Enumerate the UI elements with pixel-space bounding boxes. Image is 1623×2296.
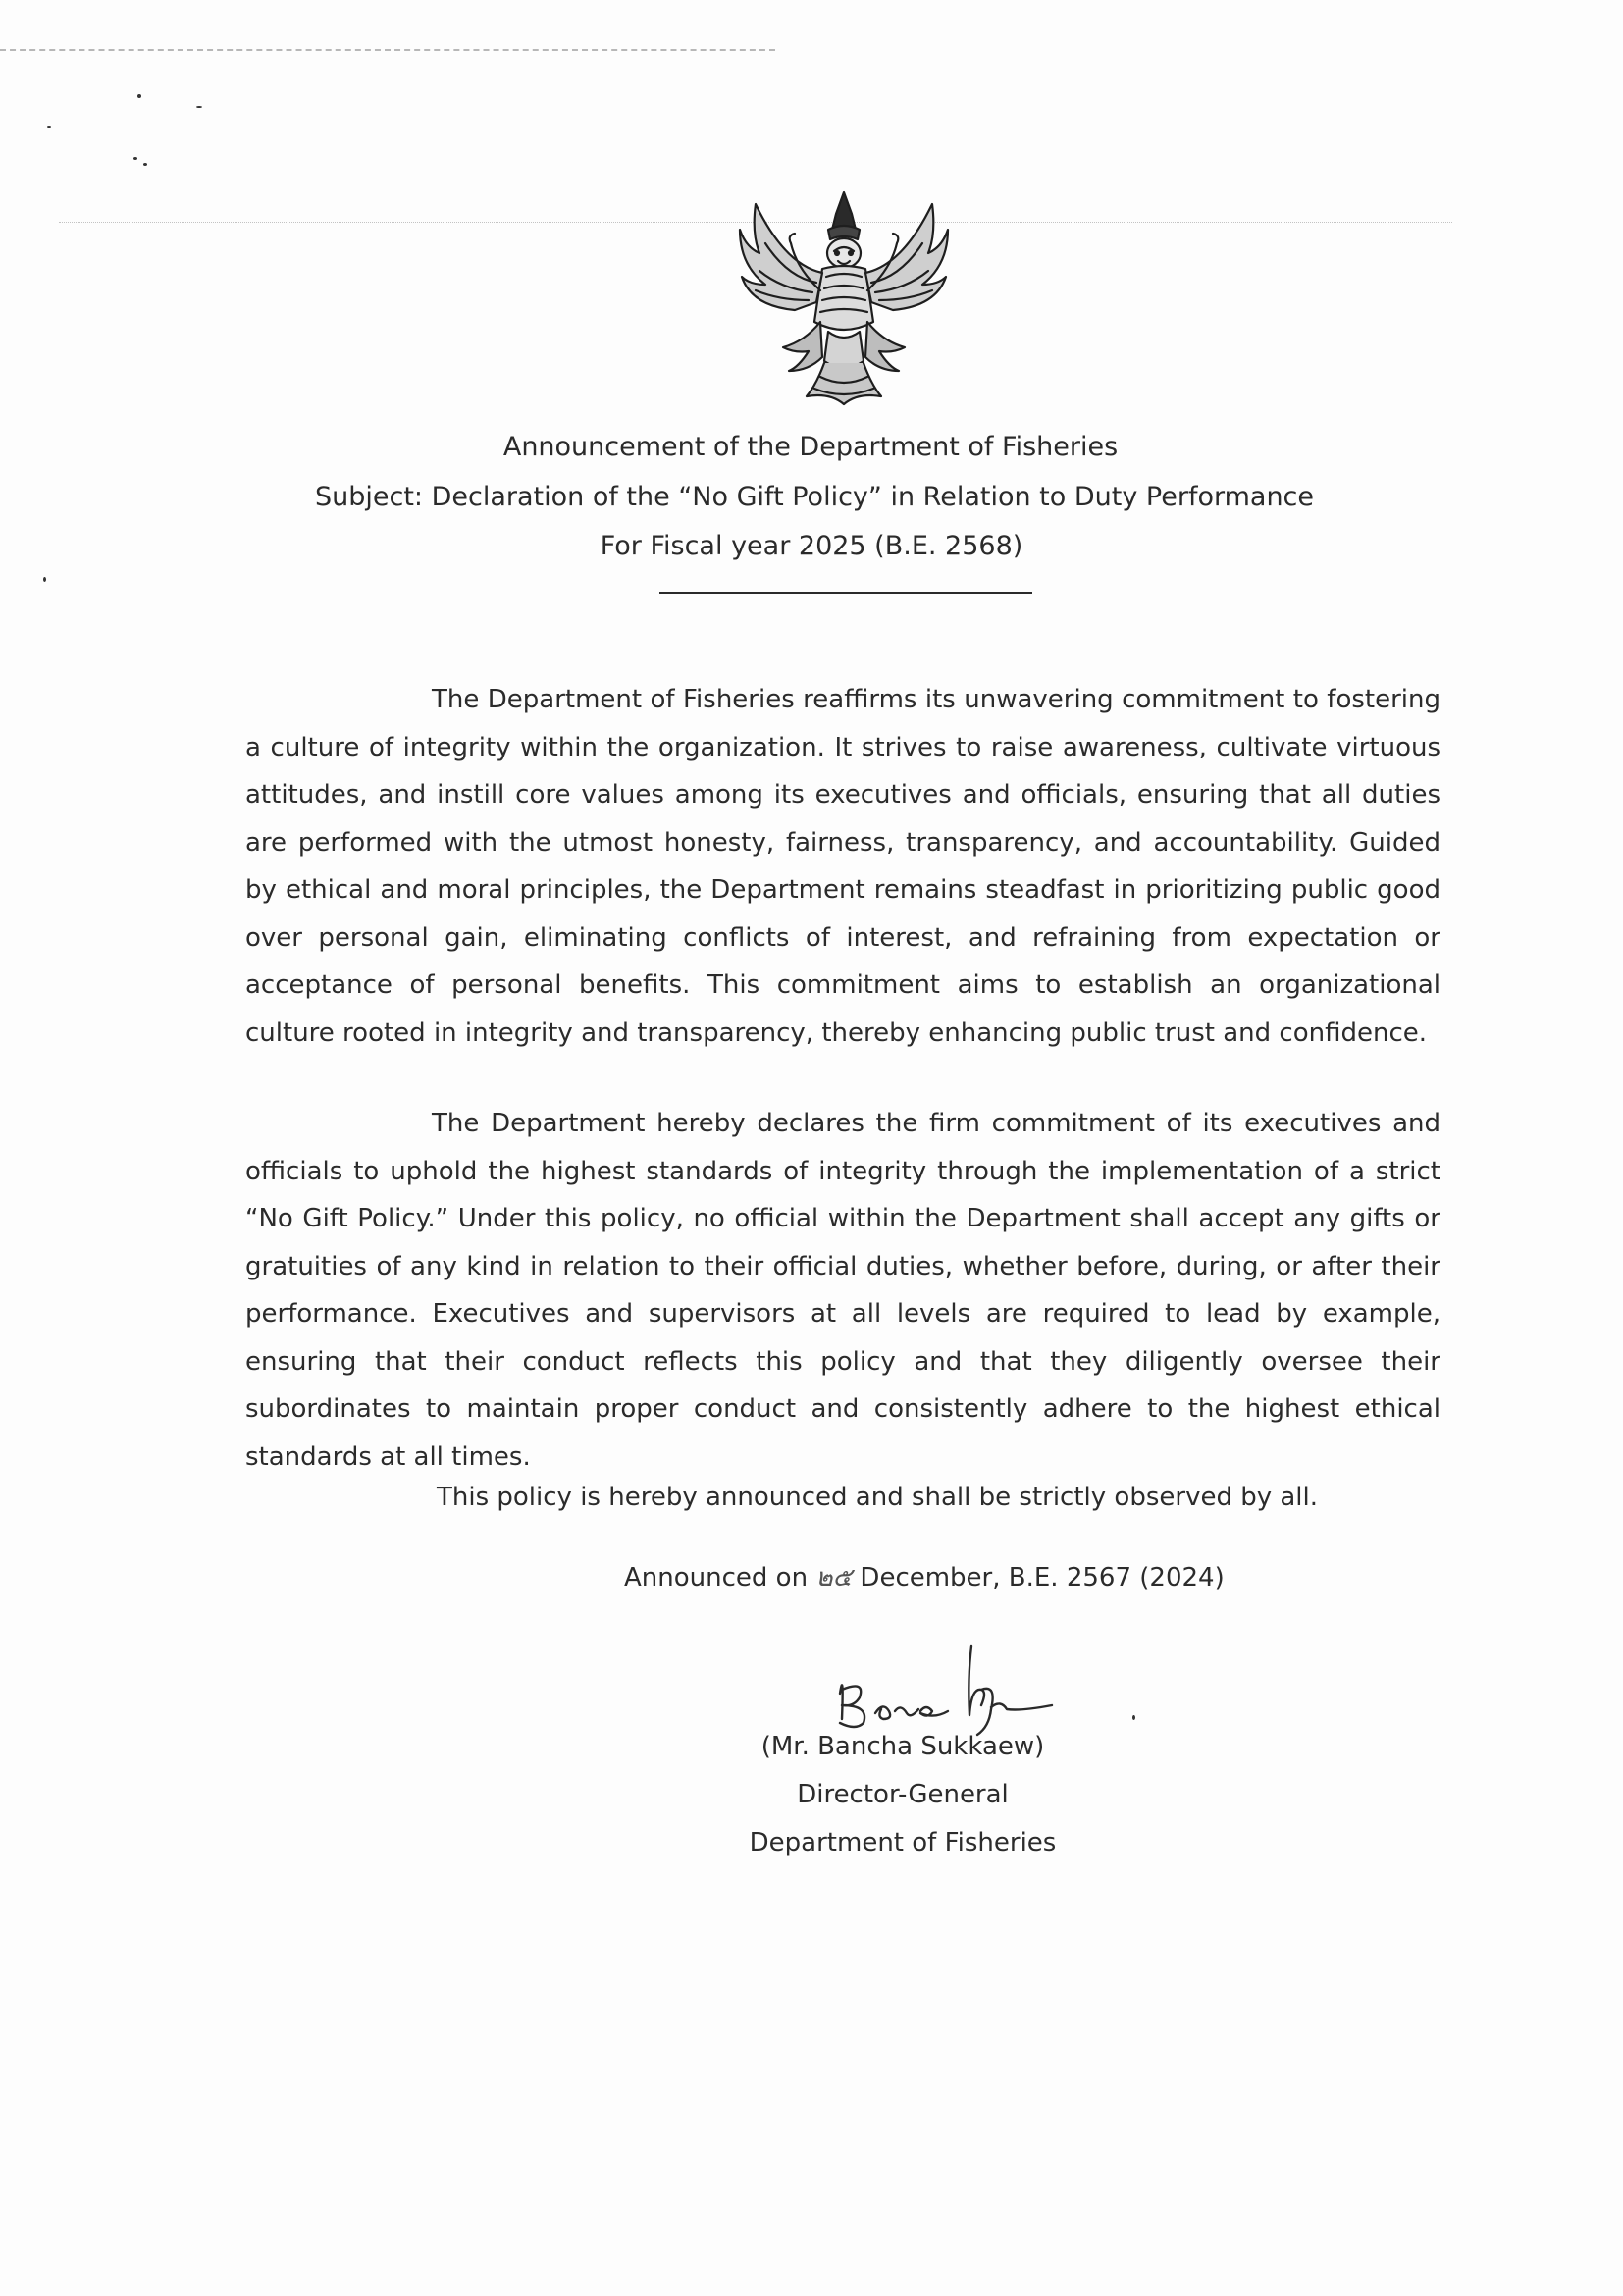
handwritten-signature-icon [824,1629,1060,1737]
body-paragraph-2: The Department hereby declares the firm commitment of its executives and officials to uphold the highest standards of integrity through the implementation of a strict “No Gift Policy.” Under this policy, no official within the Department shall accept any gifts or gratuities of any kind in relation to their official duties, whether before, during, or after their performance. Executives and supervisors at all levels are required to lead by example, ensuring that their conduct reflects this policy and that they diligently oversee their subordinates to maintain proper conduct and consistently adhere to the highest ethical standards at all times. [245,1109,1440,1472]
announcement-subject: Subject: Declaration of the “No Gift Policy” in Relation to Duty Performance [314,482,1315,512]
scan-speck [196,106,202,108]
announcement-title: Announcement of the Department of Fisheries [502,432,1119,462]
scan-speck [133,157,137,160]
announced-prefix: Announced on [624,1563,809,1592]
signer-title: Director-General [797,1780,1009,1809]
announced-day: ๒๕ [815,1563,853,1592]
announcement-date [624,1554,1225,1601]
announced-suffix: December, B.E. 2567 (2024) [860,1563,1225,1592]
scan-speck [47,126,51,128]
closing-statement: This policy is hereby announced and shall be strictly observed by all. [437,1483,1319,1512]
scan-speck [137,94,141,98]
scan-speck [143,163,147,166]
signer-organization: Department of Fisheries [749,1828,1057,1857]
title-divider [659,592,1032,594]
signer-name: (Mr. Bancha Sukkaew) [760,1732,1045,1761]
announcement-fiscal-year: For Fiscal year 2025 (B.E. 2568) [600,531,1023,561]
scan-artifact-line [0,49,775,51]
body-paragraph-1: The Department of Fisheries reaffirms its unwavering commitment to fostering a culture of integrity within the organization. It strives to raise awareness, cultivate virtuous attitudes, and instill core values among its executives and officials, ensuring that all duties are performed with the utmost honesty, fairness, transparency, and accountability. Guided by ethical and moral principles, the Department remains steadfast in prioritizing public good over personal gain, eliminating conflicts of interest, and refraining from expectation or acceptance of personal benefits. This commitment aims to establish an organizational culture rooted in integrity and transparency, thereby enhancing public trust and confidence. [245,685,1440,1048]
scan-speck [43,577,46,582]
garuda-emblem-icon [726,175,962,410]
scan-speck [1132,1715,1135,1720]
